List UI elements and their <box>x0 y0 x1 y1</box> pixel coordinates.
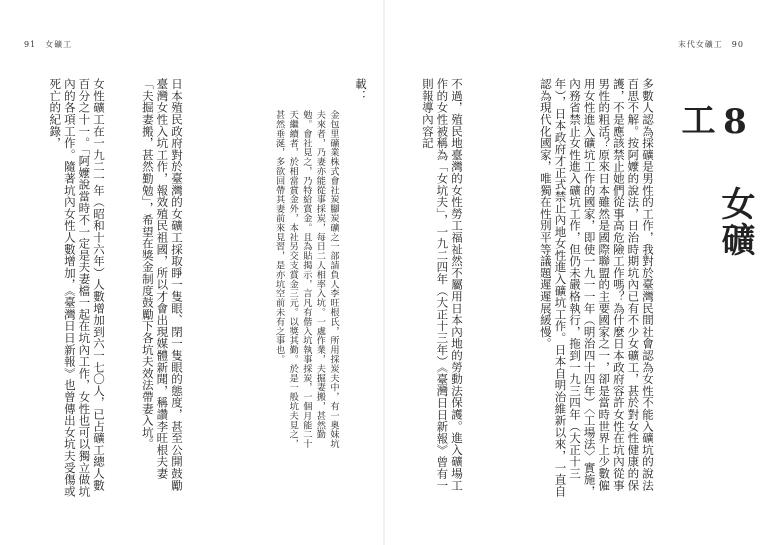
book-gutter <box>383 0 385 545</box>
chapter-title: 8 女礦工 <box>675 102 755 258</box>
quote-intro: 載： <box>354 78 368 102</box>
left-page-paragraph-2: 女性礦工在一九二一年（昭和十六年）人數增加到六一七〇人，已占礦工總人數百分之十一。「阿嬤說當時不一定是夫妻檔一起在坑內工作，女性也可以獨立做坑內的各項工作。隨著坑內女性人數增加，《臺灣日日新報》也曾傳出女坑夫受傷或死亡的紀錄， <box>48 78 106 498</box>
left-page-paragraph-1: 日本殖民政府對於臺灣的女礦工採取睜一隻眼、閉一隻眼的態度，甚至公開鼓勵臺灣女性入坑工作，報效殖民祖國，所以才會出現媒體新聞，稱讚李旺根夫妻「夫掘妻搬，甚然勤勉」，希望在獎金制度鼓勵下各坑夫效法帶妻入坑。 <box>140 78 184 491</box>
right-page-header: 末代女礦工 90 <box>677 40 744 49</box>
left-page-header: 91 女礦工 <box>24 40 73 49</box>
right-page-paragraph-1: 多數人認為採礦是男性的工作，我對於臺灣民間社會認為女性不能入礦坑的說法百思不解。按阿嬤的說法，日治時期坑內已有不少女礦工，甚於對女性健康的保護，不是應該禁止她們從事高危險工作嗎？為什麼日本政府容許女性在坑內從事男性的粗活？原來日本雖然是國際聯盟的主要國家之一，卻是當時世界上少數僱用女性進入礦坑工作的國家，即使一九一一年（明治四十四年）〈工場法〉實施，內務省禁止女性進入礦坑工作，但仍未嚴格執行，拖到一九三四年（大正十三年），日本政府才正式禁止內地女性進入礦坑工作。日本自明治維新以來，一直自認為現代化國家，唯獨在性別平等議題遲遲展緩慢。 <box>538 78 655 498</box>
right-page-paragraph-2: 不過，殖民地臺灣的女性勞工福祉然不屬用日本內地的勞動法保護。進入礦場工作的女性被稱為「女坑夫」，一九二四年（大正十三年）《臺灣日日新報》曾有一則報導內容記 <box>420 78 464 492</box>
quoted-news-article: 金包里礦業株式會社炭腳炭礦之一部請負人李旺根氏，所用採炭夫中，有一奧妹坑夫來者，乃妻亦能從事採炭，每日二人相率入坑。一處作業，夫掘妻搬，甚然勤勉。會社見之，乃特給賞金。且為貼揭示，言凡有偕入坑執事採炭，一個月能二十天繼續者，於相當賞金外，本社另交支賞金三元。以獎其勤。於是一般坑夫見之，甚然垂涎，多欲回帶其妻前來見習，是亦坑空前未有之事也。 <box>273 110 339 449</box>
